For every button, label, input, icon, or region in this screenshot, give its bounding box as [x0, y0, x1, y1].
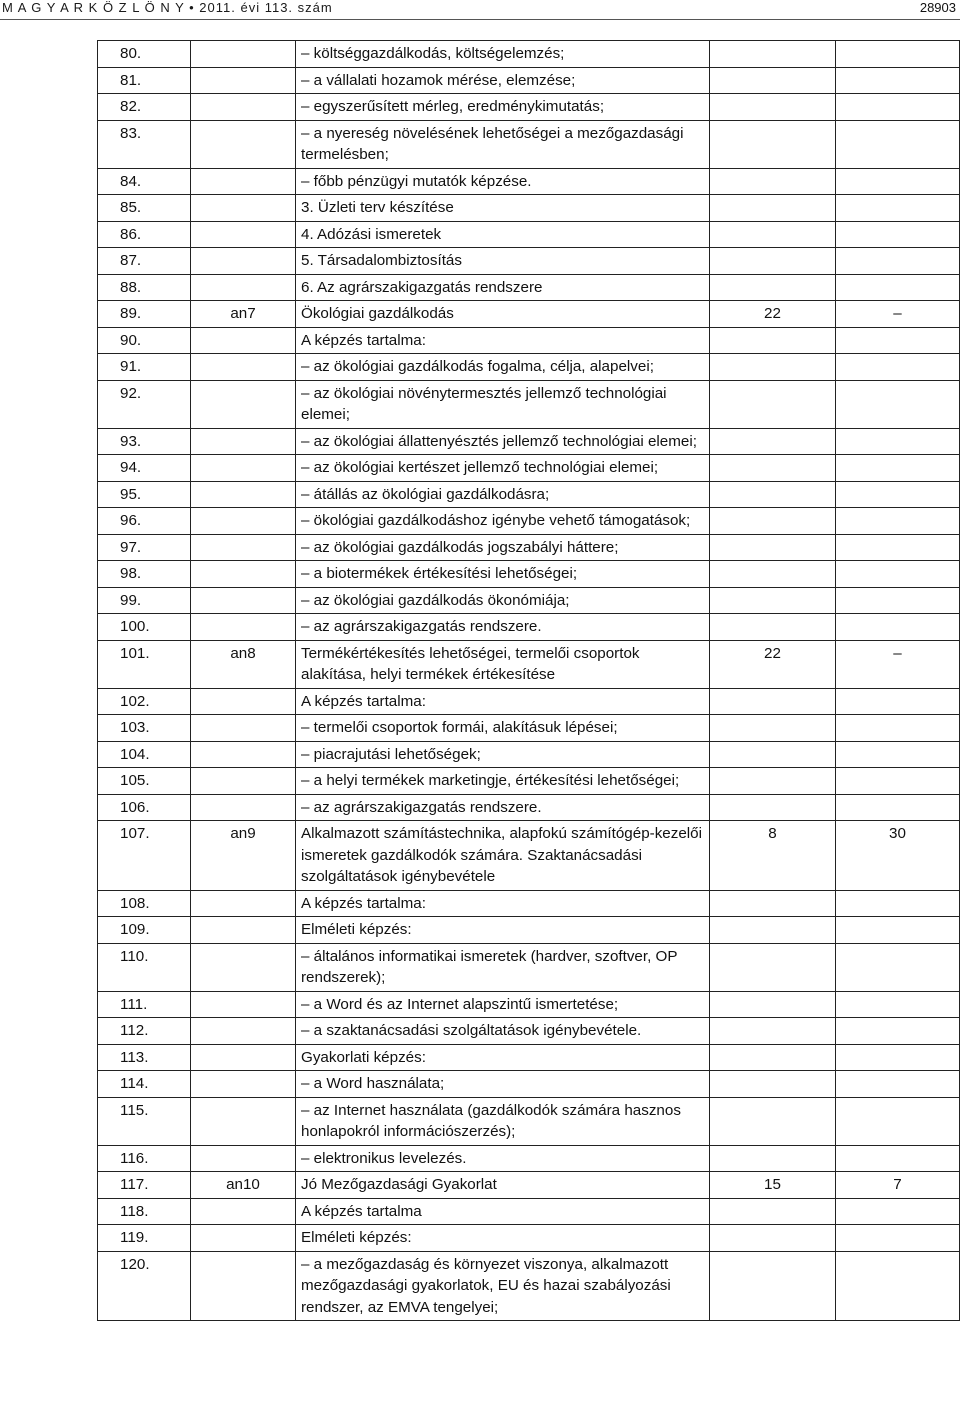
- module-code-cell: [191, 1145, 296, 1172]
- table-row: [98, 640, 960, 688]
- row-number-cell: 84.: [98, 168, 191, 195]
- table-row: [98, 481, 960, 508]
- module-code-cell: [191, 41, 296, 68]
- content-cell: A képzés tartalma:: [296, 688, 710, 715]
- content-cell: – általános informatikai ismeretek (hardver, szoftver, OP rendszerek);: [296, 943, 710, 991]
- hours-practice-cell: [836, 380, 960, 428]
- table-row: [98, 943, 960, 991]
- row-number-cell: 119.: [98, 1225, 191, 1252]
- content-cell: Ökológiai gazdálkodás: [296, 301, 710, 328]
- row-number-cell: 115.: [98, 1097, 191, 1145]
- table-row: [98, 1225, 960, 1252]
- row-number-cell: 92.: [98, 380, 191, 428]
- module-code-cell: [191, 1044, 296, 1071]
- table-row: [98, 120, 960, 168]
- hours-practice-cell: [836, 890, 960, 917]
- content-cell: 3. Üzleti terv készítése: [296, 195, 710, 222]
- hours-practice-cell: [836, 1071, 960, 1098]
- table-row: [98, 380, 960, 428]
- row-number-cell: 88.: [98, 274, 191, 301]
- hours-theory-cell: [710, 741, 836, 768]
- hours-practice-cell: [836, 428, 960, 455]
- curriculum-table: [97, 40, 960, 1321]
- module-code-cell: [191, 1251, 296, 1321]
- hours-practice-cell: [836, 168, 960, 195]
- row-number-cell: 118.: [98, 1198, 191, 1225]
- row-number-cell: 117.: [98, 1172, 191, 1199]
- row-number-cell: 83.: [98, 120, 191, 168]
- hours-practice-cell: –: [836, 640, 960, 688]
- table-row: [98, 587, 960, 614]
- module-code-cell: [191, 943, 296, 991]
- table-row: [98, 561, 960, 588]
- hours-practice-cell: [836, 274, 960, 301]
- content-cell: – átállás az ökológiai gazdálkodásra;: [296, 481, 710, 508]
- row-number-cell: 103.: [98, 715, 191, 742]
- hours-theory-cell: [710, 1251, 836, 1321]
- row-number-cell: 100.: [98, 614, 191, 641]
- hours-practice-cell: [836, 354, 960, 381]
- hours-theory-cell: [710, 917, 836, 944]
- module-code-cell: [191, 481, 296, 508]
- content-cell: A képzés tartalma:: [296, 890, 710, 917]
- hours-practice-cell: [836, 248, 960, 275]
- content-cell: – elektronikus levelezés.: [296, 1145, 710, 1172]
- row-number-cell: 87.: [98, 248, 191, 275]
- table-row: [98, 1251, 960, 1321]
- hours-practice-cell: 30: [836, 821, 960, 891]
- hours-practice-cell: [836, 67, 960, 94]
- row-number-cell: 95.: [98, 481, 191, 508]
- module-code-cell: [191, 195, 296, 222]
- module-code-cell: [191, 508, 296, 535]
- content-cell: A képzés tartalma: [296, 1198, 710, 1225]
- module-code-cell: [191, 1198, 296, 1225]
- hours-theory-cell: [710, 561, 836, 588]
- hours-theory-cell: [710, 991, 836, 1018]
- hours-practice-cell: [836, 768, 960, 795]
- hours-practice-cell: [836, 195, 960, 222]
- table-row: [98, 534, 960, 561]
- module-code-cell: [191, 587, 296, 614]
- row-number-cell: 113.: [98, 1044, 191, 1071]
- row-number-cell: 80.: [98, 41, 191, 68]
- module-code-cell: [191, 1097, 296, 1145]
- row-number-cell: 85.: [98, 195, 191, 222]
- table-row: [98, 1145, 960, 1172]
- content-cell: – költséggazdálkodás, költségelemzés;: [296, 41, 710, 68]
- row-number-cell: 98.: [98, 561, 191, 588]
- row-number-cell: 109.: [98, 917, 191, 944]
- hours-practice-cell: [836, 917, 960, 944]
- module-code-cell: [191, 380, 296, 428]
- table-row: [98, 991, 960, 1018]
- table-row: [98, 688, 960, 715]
- table-row: [98, 768, 960, 795]
- hours-theory-cell: [710, 380, 836, 428]
- module-code-cell: [191, 688, 296, 715]
- hours-theory-cell: [710, 94, 836, 121]
- hours-practice-cell: [836, 455, 960, 482]
- content-cell: 5. Társadalombiztosítás: [296, 248, 710, 275]
- module-code-cell: [191, 221, 296, 248]
- hours-practice-cell: [836, 534, 960, 561]
- content-cell: – a helyi termékek marketingje, értékesítési lehetőségei;: [296, 768, 710, 795]
- table-row: [98, 248, 960, 275]
- hours-theory-cell: [710, 481, 836, 508]
- hours-practice-cell: [836, 943, 960, 991]
- table-row: [98, 428, 960, 455]
- content-cell: – az ökológiai gazdálkodás fogalma, célja, alapelvei;: [296, 354, 710, 381]
- module-code-cell: [191, 168, 296, 195]
- hours-practice-cell: [836, 120, 960, 168]
- table-row: [98, 195, 960, 222]
- content-cell: – az agrárszakigazgatás rendszere.: [296, 614, 710, 641]
- content-cell: – piacrajutási lehetőségek;: [296, 741, 710, 768]
- row-number-cell: 108.: [98, 890, 191, 917]
- content-cell: – az Internet használata (gazdálkodók számára hasznos honlapokról információszerzés);: [296, 1097, 710, 1145]
- hours-theory-cell: [710, 1044, 836, 1071]
- page-header: [0, 0, 960, 18]
- content-cell: Elméleti képzés:: [296, 1225, 710, 1252]
- row-number-cell: 81.: [98, 67, 191, 94]
- hours-practice-cell: [836, 1198, 960, 1225]
- module-code-cell: an10: [191, 1172, 296, 1199]
- table-row: [98, 1198, 960, 1225]
- content-cell: Elméleti képzés:: [296, 917, 710, 944]
- table-row: [98, 221, 960, 248]
- hours-theory-cell: [710, 455, 836, 482]
- table-row: [98, 274, 960, 301]
- table-row: [98, 890, 960, 917]
- hours-theory-cell: [710, 534, 836, 561]
- hours-practice-cell: [836, 221, 960, 248]
- table-row: [98, 715, 960, 742]
- table-row: [98, 455, 960, 482]
- hours-theory-cell: [710, 587, 836, 614]
- hours-theory-cell: [710, 221, 836, 248]
- row-number-cell: 102.: [98, 688, 191, 715]
- hours-theory-cell: [710, 890, 836, 917]
- hours-theory-cell: [710, 508, 836, 535]
- table-row: [98, 614, 960, 641]
- hours-practice-cell: [836, 508, 960, 535]
- content-cell: – egyszerűsített mérleg, eredménykimutatás;: [296, 94, 710, 121]
- module-code-cell: [191, 715, 296, 742]
- table-row: [98, 41, 960, 68]
- hours-theory-cell: [710, 195, 836, 222]
- hours-theory-cell: [710, 1145, 836, 1172]
- module-code-cell: [191, 455, 296, 482]
- row-number-cell: 96.: [98, 508, 191, 535]
- table-row: [98, 794, 960, 821]
- hours-theory-cell: [710, 794, 836, 821]
- hours-practice-cell: [836, 794, 960, 821]
- module-code-cell: [191, 614, 296, 641]
- hours-practice-cell: [836, 1044, 960, 1071]
- row-number-cell: 101.: [98, 640, 191, 688]
- module-code-cell: [191, 768, 296, 795]
- content-cell: – a nyereség növelésének lehetőségei a mezőgazdasági termelésben;: [296, 120, 710, 168]
- content-cell: – a biotermékek értékesítési lehetőségei;: [296, 561, 710, 588]
- hours-practice-cell: [836, 327, 960, 354]
- row-number-cell: 112.: [98, 1018, 191, 1045]
- hours-theory-cell: [710, 1225, 836, 1252]
- row-number-cell: 82.: [98, 94, 191, 121]
- content-cell: Gyakorlati képzés:: [296, 1044, 710, 1071]
- row-number-cell: 104.: [98, 741, 191, 768]
- content-cell: – az ökológiai gazdálkodás ökonómiája;: [296, 587, 710, 614]
- content-cell: – az ökológiai állattenyésztés jellemző technológiai elemei;: [296, 428, 710, 455]
- hours-practice-cell: –: [836, 301, 960, 328]
- hours-theory-cell: [710, 614, 836, 641]
- hours-theory-cell: [710, 1018, 836, 1045]
- module-code-cell: [191, 94, 296, 121]
- hours-practice-cell: [836, 561, 960, 588]
- table-row: [98, 741, 960, 768]
- row-number-cell: 116.: [98, 1145, 191, 1172]
- page-number: 28903: [919, 0, 956, 15]
- content-cell: 4. Adózási ismeretek: [296, 221, 710, 248]
- content-cell: A képzés tartalma:: [296, 327, 710, 354]
- row-number-cell: 91.: [98, 354, 191, 381]
- hours-theory-cell: [710, 120, 836, 168]
- hours-theory-cell: [710, 943, 836, 991]
- table-row: [98, 508, 960, 535]
- hours-theory-cell: [710, 41, 836, 68]
- hours-practice-cell: [836, 1145, 960, 1172]
- table-row: [98, 67, 960, 94]
- table-row: [98, 1044, 960, 1071]
- hours-practice-cell: [836, 41, 960, 68]
- row-number-cell: 110.: [98, 943, 191, 991]
- content-cell: – az ökológiai növénytermesztés jellemző technológiai elemei;: [296, 380, 710, 428]
- content-cell: – az ökológiai kertészet jellemző technológiai elemei;: [296, 455, 710, 482]
- header-rule: [0, 19, 960, 20]
- module-code-cell: [191, 534, 296, 561]
- row-number-cell: 89.: [98, 301, 191, 328]
- table-body: [98, 41, 960, 1321]
- module-code-cell: [191, 274, 296, 301]
- content-cell: Jó Mezőgazdasági Gyakorlat: [296, 1172, 710, 1199]
- hours-practice-cell: [836, 1097, 960, 1145]
- table-row: [98, 94, 960, 121]
- module-code-cell: [191, 354, 296, 381]
- content-cell: – a mezőgazdaság és környezet viszonya, alkalmazott mezőgazdasági gyakorlatok, EU és hazai szabályozási rendszer, az EMVA tengelyei;: [296, 1251, 710, 1321]
- module-code-cell: [191, 120, 296, 168]
- module-code-cell: [191, 327, 296, 354]
- module-code-cell: [191, 1018, 296, 1045]
- hours-practice-cell: [836, 1018, 960, 1045]
- content-cell: – a Word és az Internet alapszintű ismertetése;: [296, 991, 710, 1018]
- table-row: [98, 168, 960, 195]
- module-code-cell: [191, 1225, 296, 1252]
- hours-theory-cell: 15: [710, 1172, 836, 1199]
- table-row: [98, 354, 960, 381]
- module-code-cell: an7: [191, 301, 296, 328]
- row-number-cell: 93.: [98, 428, 191, 455]
- publication-title: M A G Y A R K Ö Z L Ö N Y • 2011. évi 113. szám: [2, 0, 333, 15]
- row-number-cell: 99.: [98, 587, 191, 614]
- row-number-cell: 86.: [98, 221, 191, 248]
- module-code-cell: [191, 890, 296, 917]
- table-row: [98, 301, 960, 328]
- hours-theory-cell: [710, 354, 836, 381]
- hours-theory-cell: [710, 1071, 836, 1098]
- hours-theory-cell: [710, 1097, 836, 1145]
- content-cell: – ökológiai gazdálkodáshoz igénybe vehető támogatások;: [296, 508, 710, 535]
- hours-practice-cell: [836, 587, 960, 614]
- hours-practice-cell: [836, 715, 960, 742]
- row-number-cell: 114.: [98, 1071, 191, 1098]
- module-code-cell: [191, 991, 296, 1018]
- hours-theory-cell: 22: [710, 301, 836, 328]
- row-number-cell: 90.: [98, 327, 191, 354]
- content-cell: Termékértékesítés lehetőségei, termelői csoportok alakítása, helyi termékek értékesítése: [296, 640, 710, 688]
- hours-theory-cell: 22: [710, 640, 836, 688]
- table-row: [98, 1018, 960, 1045]
- row-number-cell: 120.: [98, 1251, 191, 1321]
- content-cell: Alkalmazott számítástechnika, alapfokú számítógép-kezelői ismeretek gazdálkodók számára. Szaktanácsadási szolgáltatások igénybevétele: [296, 821, 710, 891]
- module-code-cell: [191, 917, 296, 944]
- module-code-cell: an9: [191, 821, 296, 891]
- content-cell: – a vállalati hozamok mérése, elemzése;: [296, 67, 710, 94]
- hours-practice-cell: [836, 481, 960, 508]
- content-cell: – az ökológiai gazdálkodás jogszabályi háttere;: [296, 534, 710, 561]
- hours-practice-cell: [836, 94, 960, 121]
- hours-theory-cell: [710, 715, 836, 742]
- module-code-cell: an8: [191, 640, 296, 688]
- hours-practice-cell: [836, 741, 960, 768]
- table-row: [98, 917, 960, 944]
- table-row: [98, 1097, 960, 1145]
- table-row: [98, 821, 960, 891]
- content-cell: 6. Az agrárszakigazgatás rendszere: [296, 274, 710, 301]
- row-number-cell: 106.: [98, 794, 191, 821]
- hours-practice-cell: [836, 688, 960, 715]
- hours-theory-cell: [710, 327, 836, 354]
- content-cell: – főbb pénzügyi mutatók képzése.: [296, 168, 710, 195]
- hours-theory-cell: 8: [710, 821, 836, 891]
- row-number-cell: 97.: [98, 534, 191, 561]
- content-cell: – termelői csoportok formái, alakításuk lépései;: [296, 715, 710, 742]
- module-code-cell: [191, 67, 296, 94]
- hours-practice-cell: [836, 1225, 960, 1252]
- hours-practice-cell: [836, 1251, 960, 1321]
- module-code-cell: [191, 561, 296, 588]
- hours-theory-cell: [710, 67, 836, 94]
- table-row: [98, 1071, 960, 1098]
- table-row: [98, 1172, 960, 1199]
- row-number-cell: 111.: [98, 991, 191, 1018]
- module-code-cell: [191, 794, 296, 821]
- content-cell: – az agrárszakigazgatás rendszere.: [296, 794, 710, 821]
- module-code-cell: [191, 428, 296, 455]
- row-number-cell: 107.: [98, 821, 191, 891]
- module-code-cell: [191, 741, 296, 768]
- hours-theory-cell: [710, 768, 836, 795]
- hours-theory-cell: [710, 274, 836, 301]
- content-cell: – a Word használata;: [296, 1071, 710, 1098]
- hours-practice-cell: 7: [836, 1172, 960, 1199]
- hours-practice-cell: [836, 991, 960, 1018]
- hours-practice-cell: [836, 614, 960, 641]
- hours-theory-cell: [710, 428, 836, 455]
- module-code-cell: [191, 1071, 296, 1098]
- table-row: [98, 327, 960, 354]
- hours-theory-cell: [710, 1198, 836, 1225]
- row-number-cell: 94.: [98, 455, 191, 482]
- hours-theory-cell: [710, 168, 836, 195]
- content-cell: – a szaktanácsadási szolgáltatások igénybevétele.: [296, 1018, 710, 1045]
- hours-theory-cell: [710, 248, 836, 275]
- module-code-cell: [191, 248, 296, 275]
- hours-theory-cell: [710, 688, 836, 715]
- row-number-cell: 105.: [98, 768, 191, 795]
